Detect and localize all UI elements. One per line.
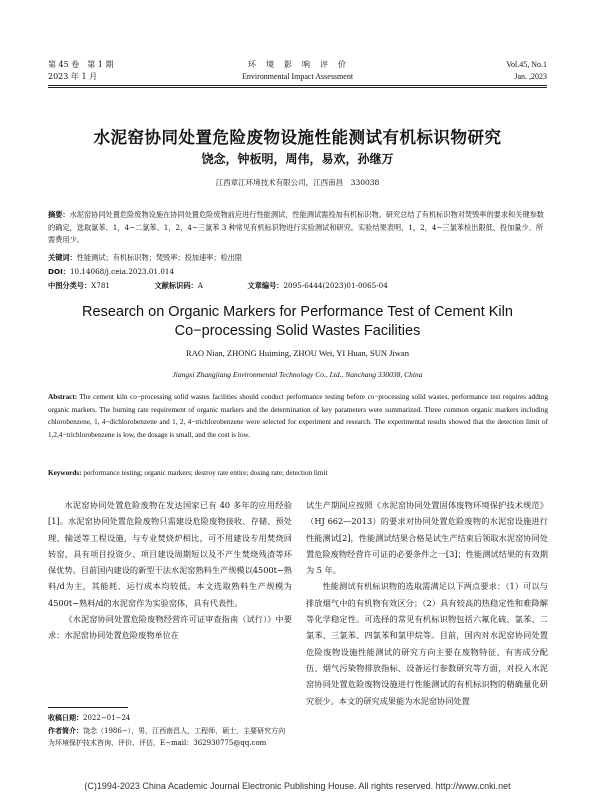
affiliation-en: Jiangxi Zhangjiang Environmental Technology Co., Ltd., Nanchang 330038, China bbox=[172, 370, 423, 379]
doi bbox=[48, 266, 548, 279]
footnote-rule bbox=[48, 707, 128, 708]
author-bio-text: 饶念（1986−），男，江西南昌人，工程师，硕士，主要研究方向为环境保护技术咨询、评价、评估，E−mail：362930775@qq.com bbox=[48, 726, 286, 747]
volume-issue-en: Vol.45, No.1 bbox=[506, 60, 547, 69]
doc-code-label: 文献标识码： bbox=[154, 281, 198, 290]
received-date bbox=[48, 712, 292, 725]
author-bio-label: 作者简介： bbox=[48, 726, 83, 735]
abstract-cn bbox=[48, 209, 548, 247]
body-right-column bbox=[306, 497, 548, 709]
body-right-para-1: 试生产期间应按照《水泥窑协同处置固体废物环境保护技术规范》（HJ 662—2013）的要求对协同处置危险废物的水泥窑设施进行性能测试[2]，性能测试结果合格是试生产结束后领取水泥窑协同处置危险废物经营许可证的必要条件之一[3]；性能测试结果的有效期为 5 年。 bbox=[306, 500, 548, 576]
authors-cn: 饶念，钟板明，周伟，易欢，孙继万 bbox=[201, 152, 394, 166]
keywords-en-text: performance testing; organic markers; destroy rate entire; dosing rate; detection limit bbox=[83, 469, 328, 477]
keywords-cn bbox=[48, 252, 548, 265]
journal-name-en: Environmental Impact Assessment bbox=[241, 72, 354, 81]
header-rule-thin bbox=[48, 87, 547, 88]
header-rule bbox=[48, 85, 547, 86]
footnotes bbox=[48, 712, 292, 750]
date-en: Jan. ,2023 bbox=[514, 72, 547, 81]
paper-title-en-line1: Research on Organic Markers for Performance Test of Cement Kiln bbox=[82, 304, 513, 320]
body-left-para-1: 水泥窑协同处置危险废物在发达国家已有 40 多年的应用经验[1]。水泥窑协同处置危险废物只需建设危险废物接收、存储、预处理、输送等工程设施，与专业焚烧炉相比，可不用建设专用焚烧回转窑，具有项目投资少、项目建设周期短以及不产生焚烧残渣等环保优势。目前国内建设的新型干法水泥窑熟料生产规模以4500t−熟料/d为主，其能耗、运行成本均较低。本文选取熟料生产规模为4500t−熟料/d的水泥窑作为实验窑体，具有代表性。 bbox=[48, 500, 292, 608]
keywords-cn-text: 性能测试；有机标识物；焚毁率；投加速率；检出限 bbox=[76, 253, 243, 262]
abstract-en bbox=[48, 391, 548, 441]
keywords-en bbox=[48, 469, 548, 477]
doc-code-value: A bbox=[197, 281, 203, 290]
journal-name-cn: 环 境 影 响 评 价 bbox=[248, 60, 347, 69]
body-left-column bbox=[48, 497, 292, 644]
doi-text: 10.14068/j.ceia.2023.01.014 bbox=[69, 267, 175, 276]
abstract-en-text: The cement kiln co−processing solid wastes facilities should conduct performance testing before co−processing solid wastes, performance test requires adding organic markers. The burning rate requirement of organic markers and the determination of key parameters were summarized. Three common organic markers including chlorobenzene, 1, 4−dichlorobenzene and 1, 2, 4−trichlorobenzene were selected for experiment and research. The experimental results showed that the detection limit of 1,2,4−trichlorobenzene is low, the dosage is small, and the cost is low. bbox=[48, 393, 548, 439]
article-no-value: 2095-6444(2023)01-0065-04 bbox=[283, 281, 388, 290]
authors-en: RAO Nian, ZHONG Huiming, ZHOU Wei, YI Huan, SUN Jiwan bbox=[186, 348, 409, 358]
received-value: 2022−01−24 bbox=[83, 714, 131, 722]
author-bio bbox=[48, 725, 292, 750]
abstract-cn-text: 水泥窑协同处置危险废物设施在协同处置危险废物前应进行性能测试，性能测试需投加有机标识物。研究总结了有机标识物对焚毁率的要求和关键参数的确定，选取氯苯、1，4−二氯苯、1，2，4−三氯苯 3 种常见有机标识物进行实验测试和研究。实验结果表明，1，2，4−三氯苯检出限低、投加量少、所需费用少。 bbox=[48, 210, 544, 244]
date-cn: 2023 年 1 月 bbox=[48, 72, 98, 81]
clc-value: X781 bbox=[91, 281, 110, 290]
affiliation-cn: 江西章江环境技术有限公司，江西南昌 330038 bbox=[215, 178, 380, 187]
paper-title-en bbox=[0, 303, 595, 341]
body-right-para-2: 性能测试有机标识物的选取需满足以下两点要求：（1）可以与排放烟气中的有机物有效区分；（2）具有较高的热稳定性和难降解等化学稳定性。可选择的常见有机标识物包括六氟化硫、氯苯、二氯苯、三氯苯、四氯苯和氯甲烷等。目前，国内对水泥窑协同处置危险废物设施性能测试的研究方向主要在废物特征、有害成分配伍、烟气污染物排放指标、设备运行参数研究等方面，对投入水泥窑协同处置危险废物设施进行性能测试的有机标识物的精确量化研究很少。本文的研究成果能为水泥窑协同处置 bbox=[306, 581, 548, 706]
abstract-en-label: Abstract: bbox=[48, 393, 78, 401]
keywords-en-label: Keywords: bbox=[48, 469, 82, 477]
abstract-cn-label: 摘要： bbox=[48, 210, 70, 219]
received-label: 收稿日期： bbox=[48, 714, 83, 722]
volume-issue-cn: 第 45 卷 第 1 期 bbox=[48, 60, 114, 69]
paper-title-en-line2: Co−processing Solid Wastes Facilities bbox=[174, 323, 421, 339]
paper-title-cn: 水泥窑协同处置危险废物设施性能测试有机标识物研究 bbox=[93, 128, 502, 147]
classification-line bbox=[48, 280, 548, 293]
clc-label: 中图分类号： bbox=[48, 281, 92, 290]
body-left-para-2: 《水泥窑协同处置危险废物经营许可证审查指南（试行）》中要求：水泥窑协同处置危险废物单位在 bbox=[48, 614, 292, 641]
copyright-footer: (C)1994-2023 China Academic Journal Electronic Publishing House. All rights reserved. http://www.cnki.net bbox=[84, 781, 511, 791]
article-no-label: 文章编号： bbox=[247, 281, 284, 290]
doi-label: DOI： bbox=[48, 267, 70, 276]
keywords-cn-label: 关键词： bbox=[48, 253, 77, 262]
